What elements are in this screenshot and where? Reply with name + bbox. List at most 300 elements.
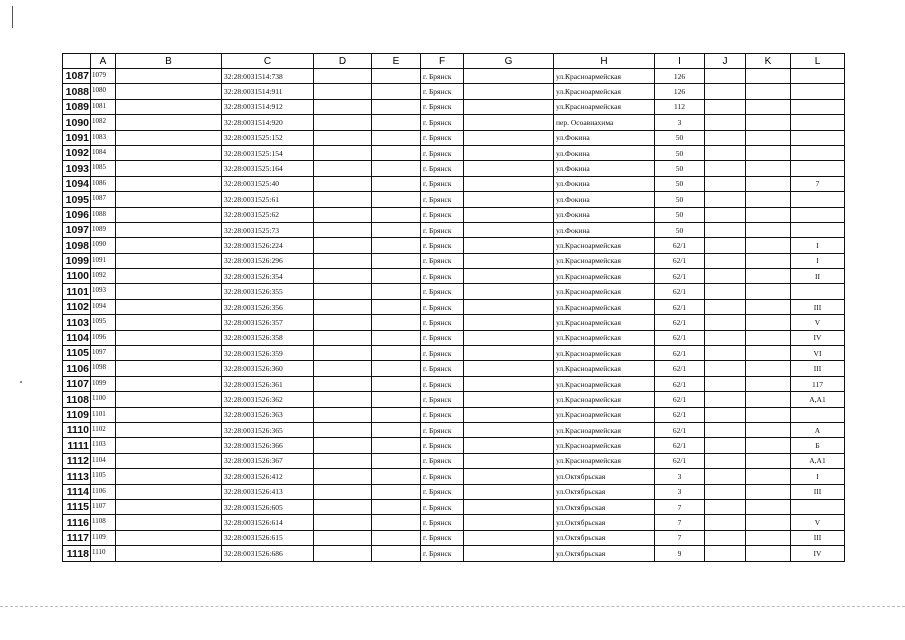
cell-h[interactable]: ул.Октябрьская [554,546,655,561]
cell-j[interactable] [705,392,746,407]
cell-j[interactable] [705,161,746,176]
cell-g[interactable] [464,253,554,268]
cell-a[interactable]: 1080 [91,84,116,99]
cell-c[interactable]: 32:28:0031526:361 [222,376,314,391]
cell-h[interactable]: ул.Красноармейская [554,330,655,345]
cell-g[interactable] [464,222,554,237]
cell-j[interactable] [705,484,746,499]
cell-d[interactable] [314,84,372,99]
cell-j[interactable] [705,469,746,484]
cell-j[interactable] [705,438,746,453]
cell-h[interactable]: ул.Красноармейская [554,376,655,391]
cell-c[interactable]: 32:28:0031526:686 [222,546,314,561]
cell-l[interactable] [791,284,845,299]
cell-h[interactable]: пер. Осоавиахима [554,115,655,130]
cell-g[interactable] [464,546,554,561]
column-header-h[interactable]: H [554,54,655,69]
cell-f[interactable]: г. Брянск [421,530,464,545]
cell-d[interactable] [314,376,372,391]
cell-l[interactable] [791,207,845,222]
cell-c[interactable]: 32:28:0031526:367 [222,453,314,468]
cell-k[interactable] [746,145,791,160]
cell-f[interactable]: г. Брянск [421,361,464,376]
cell-g[interactable] [464,438,554,453]
row-number[interactable]: 1087 [63,69,91,84]
cell-e[interactable] [372,530,421,545]
cell-e[interactable] [372,438,421,453]
cell-i[interactable]: 50 [655,176,705,191]
cell-b[interactable] [116,361,222,376]
cell-i[interactable]: 62/1 [655,392,705,407]
cell-a[interactable]: 1084 [91,145,116,160]
cell-f[interactable]: г. Брянск [421,207,464,222]
cell-l[interactable]: VI [791,346,845,361]
cell-l[interactable]: III [791,361,845,376]
cell-i[interactable]: 50 [655,130,705,145]
cell-d[interactable] [314,99,372,114]
cell-a[interactable]: 1097 [91,346,116,361]
cell-h[interactable]: ул.Красноармейская [554,361,655,376]
cell-j[interactable] [705,69,746,84]
cell-l[interactable]: III [791,484,845,499]
cell-g[interactable] [464,407,554,422]
cell-b[interactable] [116,453,222,468]
cell-d[interactable] [314,176,372,191]
cell-e[interactable] [372,161,421,176]
cell-b[interactable] [116,346,222,361]
cell-g[interactable] [464,499,554,514]
cell-g[interactable] [464,284,554,299]
cell-h[interactable]: ул.Красноармейская [554,315,655,330]
cell-d[interactable] [314,422,372,437]
cell-j[interactable] [705,330,746,345]
cell-b[interactable] [116,192,222,207]
cell-k[interactable] [746,161,791,176]
row-number[interactable]: 1095 [63,192,91,207]
cell-a[interactable]: 1087 [91,192,116,207]
column-header-k[interactable]: K [746,54,791,69]
cell-g[interactable] [464,238,554,253]
cell-c[interactable]: 32:28:0031526:363 [222,407,314,422]
row-number[interactable]: 1097 [63,222,91,237]
cell-f[interactable]: г. Брянск [421,69,464,84]
cell-l[interactable] [791,499,845,514]
cell-k[interactable] [746,530,791,545]
cell-i[interactable]: 62/1 [655,453,705,468]
cell-k[interactable] [746,484,791,499]
cell-b[interactable] [116,238,222,253]
cell-k[interactable] [746,407,791,422]
row-number[interactable]: 1102 [63,299,91,314]
cell-a[interactable]: 1088 [91,207,116,222]
cell-b[interactable] [116,115,222,130]
column-header-b[interactable]: B [116,54,222,69]
cell-a[interactable]: 1094 [91,299,116,314]
cell-f[interactable]: г. Брянск [421,392,464,407]
cell-l[interactable] [791,69,845,84]
cell-k[interactable] [746,253,791,268]
row-number[interactable]: 1107 [63,376,91,391]
cell-a[interactable]: 1082 [91,115,116,130]
cell-k[interactable] [746,376,791,391]
cell-b[interactable] [116,546,222,561]
cell-g[interactable] [464,192,554,207]
cell-b[interactable] [116,69,222,84]
cell-g[interactable] [464,315,554,330]
cell-j[interactable] [705,284,746,299]
cell-i[interactable]: 7 [655,530,705,545]
cell-i[interactable]: 7 [655,515,705,530]
cell-l[interactable]: I [791,238,845,253]
cell-e[interactable] [372,453,421,468]
row-number[interactable]: 1106 [63,361,91,376]
cell-l[interactable]: II [791,269,845,284]
cell-a[interactable]: 1107 [91,499,116,514]
cell-l[interactable] [791,222,845,237]
cell-f[interactable]: г. Брянск [421,546,464,561]
cell-d[interactable] [314,469,372,484]
cell-i[interactable]: 112 [655,99,705,114]
cell-g[interactable] [464,207,554,222]
cell-h[interactable]: ул.Красноармейская [554,438,655,453]
cell-b[interactable] [116,499,222,514]
cell-g[interactable] [464,515,554,530]
row-number[interactable]: 1094 [63,176,91,191]
cell-k[interactable] [746,299,791,314]
cell-i[interactable]: 62/1 [655,238,705,253]
cell-h[interactable]: ул.Октябрьская [554,530,655,545]
cell-b[interactable] [116,130,222,145]
cell-d[interactable] [314,453,372,468]
cell-k[interactable] [746,438,791,453]
cell-k[interactable] [746,546,791,561]
cell-g[interactable] [464,130,554,145]
cell-k[interactable] [746,99,791,114]
cell-f[interactable]: г. Брянск [421,269,464,284]
cell-e[interactable] [372,515,421,530]
cell-b[interactable] [116,530,222,545]
cell-l[interactable] [791,115,845,130]
cell-j[interactable] [705,192,746,207]
cell-l[interactable]: А [791,422,845,437]
cell-i[interactable]: 50 [655,207,705,222]
cell-a[interactable]: 1110 [91,546,116,561]
cell-h[interactable]: ул.Октябрьская [554,515,655,530]
row-number[interactable]: 1099 [63,253,91,268]
cell-b[interactable] [116,392,222,407]
cell-a[interactable]: 1102 [91,422,116,437]
cell-j[interactable] [705,422,746,437]
cell-h[interactable]: ул.Красноармейская [554,392,655,407]
cell-f[interactable]: г. Брянск [421,192,464,207]
cell-d[interactable] [314,69,372,84]
cell-i[interactable]: 62/1 [655,346,705,361]
cell-d[interactable] [314,361,372,376]
cell-a[interactable]: 1090 [91,238,116,253]
cell-j[interactable] [705,253,746,268]
cell-c[interactable]: 32:28:0031526:354 [222,269,314,284]
cell-h[interactable]: ул.Фокина [554,176,655,191]
cell-j[interactable] [705,222,746,237]
cell-c[interactable]: 32:28:0031525:62 [222,207,314,222]
cell-d[interactable] [314,346,372,361]
cell-l[interactable]: IV [791,546,845,561]
cell-d[interactable] [314,222,372,237]
cell-j[interactable] [705,346,746,361]
cell-h[interactable]: ул.Красноармейская [554,453,655,468]
cell-b[interactable] [116,515,222,530]
cell-h[interactable]: ул.Фокина [554,145,655,160]
cell-f[interactable]: г. Брянск [421,145,464,160]
cell-l[interactable]: III [791,299,845,314]
cell-f[interactable]: г. Брянск [421,115,464,130]
row-number[interactable]: 1098 [63,238,91,253]
cell-f[interactable]: г. Брянск [421,484,464,499]
row-number[interactable]: 1100 [63,269,91,284]
cell-h[interactable]: ул.Красноармейская [554,299,655,314]
cell-i[interactable]: 50 [655,192,705,207]
cell-k[interactable] [746,515,791,530]
cell-h[interactable]: ул.Красноармейская [554,269,655,284]
cell-i[interactable]: 62/1 [655,376,705,391]
cell-i[interactable]: 62/1 [655,253,705,268]
cell-k[interactable] [746,422,791,437]
cell-f[interactable]: г. Брянск [421,407,464,422]
column-header-f[interactable]: F [421,54,464,69]
cell-d[interactable] [314,192,372,207]
cell-f[interactable]: г. Брянск [421,299,464,314]
cell-h[interactable]: ул.Красноармейская [554,69,655,84]
cell-d[interactable] [314,407,372,422]
cell-i[interactable]: 126 [655,69,705,84]
cell-e[interactable] [372,361,421,376]
cell-c[interactable]: 32:28:0031514:912 [222,99,314,114]
cell-k[interactable] [746,284,791,299]
cell-b[interactable] [116,176,222,191]
cell-l[interactable]: IV [791,330,845,345]
cell-f[interactable]: г. Брянск [421,315,464,330]
cell-j[interactable] [705,145,746,160]
corner-cell[interactable] [63,54,91,69]
cell-d[interactable] [314,238,372,253]
row-number[interactable]: 1114 [63,484,91,499]
cell-h[interactable]: ул.Фокина [554,192,655,207]
column-header-j[interactable]: J [705,54,746,69]
cell-i[interactable]: 62/1 [655,422,705,437]
cell-g[interactable] [464,176,554,191]
cell-e[interactable] [372,253,421,268]
cell-b[interactable] [116,99,222,114]
cell-f[interactable]: г. Брянск [421,238,464,253]
row-number[interactable]: 1096 [63,207,91,222]
cell-k[interactable] [746,346,791,361]
cell-k[interactable] [746,130,791,145]
cell-d[interactable] [314,530,372,545]
cell-i[interactable]: 62/1 [655,315,705,330]
cell-k[interactable] [746,115,791,130]
cell-b[interactable] [116,422,222,437]
row-number[interactable]: 1092 [63,145,91,160]
cell-l[interactable]: А,А1 [791,453,845,468]
row-number[interactable]: 1109 [63,407,91,422]
cell-f[interactable]: г. Брянск [421,515,464,530]
cell-i[interactable]: 126 [655,84,705,99]
cell-a[interactable]: 1106 [91,484,116,499]
row-number[interactable]: 1112 [63,453,91,468]
cell-k[interactable] [746,69,791,84]
cell-g[interactable] [464,484,554,499]
cell-d[interactable] [314,330,372,345]
row-number[interactable]: 1093 [63,161,91,176]
cell-j[interactable] [705,499,746,514]
cell-j[interactable] [705,269,746,284]
cell-j[interactable] [705,376,746,391]
cell-e[interactable] [372,222,421,237]
cell-c[interactable]: 32:28:0031526:366 [222,438,314,453]
cell-c[interactable]: 32:28:0031514:911 [222,84,314,99]
cell-b[interactable] [116,145,222,160]
cell-a[interactable]: 1079 [91,69,116,84]
cell-a[interactable]: 1083 [91,130,116,145]
cell-e[interactable] [372,499,421,514]
cell-d[interactable] [314,115,372,130]
cell-b[interactable] [116,253,222,268]
cell-d[interactable] [314,130,372,145]
cell-a[interactable]: 1091 [91,253,116,268]
row-number[interactable]: 1118 [63,546,91,561]
cell-a[interactable]: 1086 [91,176,116,191]
cell-l[interactable]: 117 [791,376,845,391]
cell-f[interactable]: г. Брянск [421,453,464,468]
row-number[interactable]: 1111 [63,438,91,453]
column-header-l[interactable]: L [791,54,845,69]
row-number[interactable]: 1113 [63,469,91,484]
cell-g[interactable] [464,376,554,391]
cell-f[interactable]: г. Брянск [421,130,464,145]
cell-g[interactable] [464,99,554,114]
cell-d[interactable] [314,269,372,284]
cell-f[interactable]: г. Брянск [421,253,464,268]
cell-e[interactable] [372,546,421,561]
row-number[interactable]: 1103 [63,315,91,330]
cell-b[interactable] [116,469,222,484]
cell-e[interactable] [372,84,421,99]
cell-j[interactable] [705,546,746,561]
cell-b[interactable] [116,222,222,237]
cell-e[interactable] [372,130,421,145]
cell-g[interactable] [464,84,554,99]
row-number[interactable]: 1088 [63,84,91,99]
cell-a[interactable]: 1098 [91,361,116,376]
cell-j[interactable] [705,176,746,191]
cell-g[interactable] [464,115,554,130]
cell-e[interactable] [372,469,421,484]
cell-a[interactable]: 1109 [91,530,116,545]
cell-j[interactable] [705,299,746,314]
cell-b[interactable] [116,84,222,99]
cell-i[interactable]: 62/1 [655,284,705,299]
cell-c[interactable]: 32:28:0031526:355 [222,284,314,299]
row-number[interactable]: 1117 [63,530,91,545]
cell-e[interactable] [372,407,421,422]
cell-k[interactable] [746,207,791,222]
cell-k[interactable] [746,192,791,207]
column-header-g[interactable]: G [464,54,554,69]
cell-f[interactable]: г. Брянск [421,346,464,361]
cell-d[interactable] [314,438,372,453]
cell-e[interactable] [372,192,421,207]
cell-c[interactable]: 32:28:0031526:412 [222,469,314,484]
cell-j[interactable] [705,238,746,253]
cell-i[interactable]: 50 [655,145,705,160]
cell-d[interactable] [314,499,372,514]
cell-l[interactable] [791,407,845,422]
cell-a[interactable]: 1089 [91,222,116,237]
cell-a[interactable]: 1103 [91,438,116,453]
cell-j[interactable] [705,115,746,130]
column-header-a[interactable]: A [91,54,116,69]
cell-e[interactable] [372,315,421,330]
cell-c[interactable]: 32:28:0031526:360 [222,361,314,376]
cell-i[interactable]: 62/1 [655,330,705,345]
cell-c[interactable]: 32:28:0031526:357 [222,315,314,330]
cell-g[interactable] [464,422,554,437]
cell-c[interactable]: 32:28:0031514:920 [222,115,314,130]
cell-k[interactable] [746,222,791,237]
cell-g[interactable] [464,69,554,84]
cell-e[interactable] [372,392,421,407]
cell-k[interactable] [746,361,791,376]
cell-j[interactable] [705,453,746,468]
cell-j[interactable] [705,207,746,222]
cell-b[interactable] [116,207,222,222]
cell-j[interactable] [705,99,746,114]
cell-h[interactable]: ул.Октябрьская [554,469,655,484]
cell-j[interactable] [705,84,746,99]
cell-k[interactable] [746,84,791,99]
cell-f[interactable]: г. Брянск [421,99,464,114]
cell-g[interactable] [464,269,554,284]
cell-i[interactable]: 50 [655,161,705,176]
cell-f[interactable]: г. Брянск [421,499,464,514]
cell-i[interactable]: 62/1 [655,407,705,422]
cell-h[interactable]: ул.Красноармейская [554,238,655,253]
cell-h[interactable]: ул.Красноармейская [554,253,655,268]
cell-l[interactable]: V [791,315,845,330]
cell-l[interactable] [791,161,845,176]
cell-e[interactable] [372,69,421,84]
cell-f[interactable]: г. Брянск [421,161,464,176]
cell-h[interactable]: ул.Фокина [554,161,655,176]
cell-c[interactable]: 32:28:0031526:413 [222,484,314,499]
cell-g[interactable] [464,453,554,468]
cell-a[interactable]: 1085 [91,161,116,176]
cell-c[interactable]: 32:28:0031525:152 [222,130,314,145]
cell-i[interactable]: 62/1 [655,438,705,453]
cell-j[interactable] [705,315,746,330]
column-header-i[interactable]: I [655,54,705,69]
cell-b[interactable] [116,299,222,314]
cell-f[interactable]: г. Брянск [421,376,464,391]
cell-c[interactable]: 32:28:0031525:154 [222,145,314,160]
row-number[interactable]: 1115 [63,499,91,514]
cell-i[interactable]: 3 [655,115,705,130]
cell-h[interactable]: ул.Красноармейская [554,84,655,99]
cell-d[interactable] [314,299,372,314]
cell-g[interactable] [464,145,554,160]
cell-c[interactable]: 32:28:0031526:365 [222,422,314,437]
cell-l[interactable] [791,192,845,207]
